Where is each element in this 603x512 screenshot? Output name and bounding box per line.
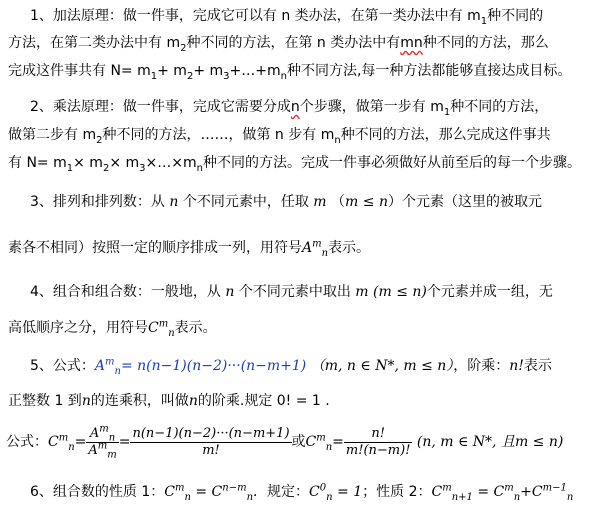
p2-text: 做第二步有 m (8, 127, 97, 143)
p4-text: 表示。 (174, 320, 217, 336)
p5-formula: = n(n−1)(n−2)···(n−m+1) (120, 358, 307, 374)
p1-line2 (8, 33, 549, 53)
p2-n: n (290, 99, 300, 115)
p2-text: 种不同的方法，那么完成这件事共 (340, 127, 551, 143)
p3-text: 表示。 (328, 240, 371, 256)
p3-text: 个不同元素中，任取 (182, 194, 309, 210)
p3-cond: m ≤ n (345, 194, 388, 210)
p1-mn: mn (400, 35, 423, 51)
p1-text: 种不同的方法，在第 n 类办法中有 (186, 35, 401, 51)
p1-text: 方法，在第二类办法中有 m (8, 35, 181, 51)
p4-line2: 高低顺序之分，用符号$C^m_n$表示。 (8, 318, 217, 339)
p2-text: 个步骤，做第一步有 m (299, 99, 444, 115)
p5-text: 的连乘积，叫做 (90, 393, 189, 409)
p7-line: 6、组合数的性质 1：$C^m_n = C^{n-m}_n$．规定：$C^0_n = 1$；性质 2：$C^m_{n+1} = C^m_n+C^{m-1}_n$ (30, 482, 574, 503)
p3-text: 素各不相同）按照一定的顺序排成一列，用符号 (8, 240, 302, 256)
p1-text: + m (193, 63, 224, 79)
p4-text: 高低顺序之分，用符号 (8, 320, 148, 336)
p1-text: + m (157, 63, 187, 79)
p1-sub: 1 (480, 15, 488, 27)
p2-text: 种不同的方法。完成一件事必须做好从前至后的每一个步骤。 (202, 155, 581, 171)
p2-line3: 有 $N= m_1\times m_2\times$ $m_3\times\dots\times m_n$种不同的方法。完成一件事必须做好从前至后的每一个步骤。 (8, 155, 581, 174)
p6-label: 公式： (6, 434, 48, 450)
p1-text: +…+m (229, 63, 281, 79)
p7-text: 6、组合数的性质 1： (30, 484, 165, 500)
p1-line1 (30, 6, 543, 26)
p4-line1: 4、组合和组合数：一般地，从 n 个不同元素中取出 m (m ≤ n)个元素并成一组，无 (30, 284, 553, 300)
p5-line1: 5、公式：$A^m_n= n(n-1)(n-2)\cdot\cdot\cdot(n-m+1)$ （m, n ∈ N*, m ≤ n），阶乘：n!表示 (30, 356, 552, 377)
p5-text: ，阶乘： (453, 358, 510, 374)
p2-text: 种不同的方法，……，做第 n 步有 m (102, 127, 335, 143)
p1-text: 1、加法原理：做一件事，完成它可以有 n 类办法，在第一类办法中有 m (30, 8, 481, 24)
p4-text: 个元素并成一组，无 (426, 284, 553, 300)
p5-text: 表示 (523, 358, 552, 374)
p5-fact: n! (509, 358, 524, 374)
p3-text: （ (331, 194, 346, 210)
p1-text: 种不同方法,每一种方法都能够直接达成目标。 (286, 63, 572, 79)
p7-text: ．规定： (253, 484, 310, 500)
p6-eq: = (74, 434, 87, 450)
p1-text: 完成这件事共有 N= m (8, 63, 151, 79)
fraction-factorials: $\frac{n!}{m!(n-m)!}$ (345, 425, 411, 458)
p4-text: 4、组合和组合数：一般地，从 (30, 284, 221, 300)
p7-text: ；性质 2： (362, 484, 432, 500)
p2-line1: 2、乘法原理：做一件事，完成它需要分成n个步骤，做第一步有 $m_1$种不同的方法， (30, 99, 549, 118)
p1-text: 种不同的 (487, 8, 544, 24)
fraction-falling-factorial: $\frac{n(n-1)(n-2)\cdot\cdot\cdot(n-m+1)}{m!}$ (132, 425, 290, 458)
p3-text: 3、排列和排列数：从 (30, 194, 165, 210)
p6-or: 或 (291, 434, 306, 450)
p5-text: 的阶乘.规定 0! = 1 . (197, 393, 330, 409)
p4-cond: (m ≤ n) (373, 284, 427, 300)
p1-text: 种不同的方法，那么 (422, 35, 549, 51)
p3-text: ）个元素（这里的被取元 (387, 194, 542, 210)
p2-text: 种不同的方法， (450, 99, 549, 115)
p5-cond: （m, n ∈ N*, m ≤ n） (310, 358, 454, 374)
p6-formula-line: 公式：$C^m_n=$ $\frac{A^m_n}{A^m_m}$ = $\frac{n(n-1)(n-2)\cdot\cdot\cdot(n-m+1)}{m!}$ 或$C^m_n=$ $\frac{n!}{m!(n-m)!}$ (n, m ∈ N*, 且m ≤ n) (6, 423, 564, 461)
p2-text: × m (73, 155, 103, 171)
p5-text: 正整数 1 到 (8, 393, 82, 409)
p2-text: ×…×m (145, 155, 197, 171)
p5-line2 (8, 391, 330, 411)
p4-text: 个不同元素中取出 (238, 284, 351, 300)
p2-text: × m (109, 155, 140, 171)
p2-text: 2、乘法原理：做一件事，完成它需要分成 (30, 99, 291, 115)
p2-line2: 做第二步有 $m_2$种不同的方法，……，做第 n 步有 $m_n$种不同的方法，那么完成这件事共 (8, 127, 551, 146)
p5-n: n (188, 393, 198, 409)
p5-text: 5、公式： (30, 358, 95, 374)
p1-sub: 2 (180, 42, 187, 54)
fraction-a-over-a: $\frac{A^m_n}{A^m_m}$ (88, 423, 117, 461)
p3-line1: 3、排列和排列数：从 n 个不同元素中，任取 m （m ≤ n）个元素（这里的被取元 (30, 194, 542, 210)
p2-text: 有 N= m (8, 155, 67, 171)
p6-cond: (n, m ∈ N*, 且m ≤ n) (416, 434, 564, 450)
p3-line2: 素各不相同）按照一定的顺序排成一列，用符号$A^m_n$表示。 (8, 238, 371, 259)
p1-line3: 完成这件事共有 $N= m_1+ m_2+$ $m_3+\dots+m_n$种不同方法,每一种方法都能够直接达成目标。 (8, 63, 572, 82)
p5-n: n (81, 393, 91, 409)
